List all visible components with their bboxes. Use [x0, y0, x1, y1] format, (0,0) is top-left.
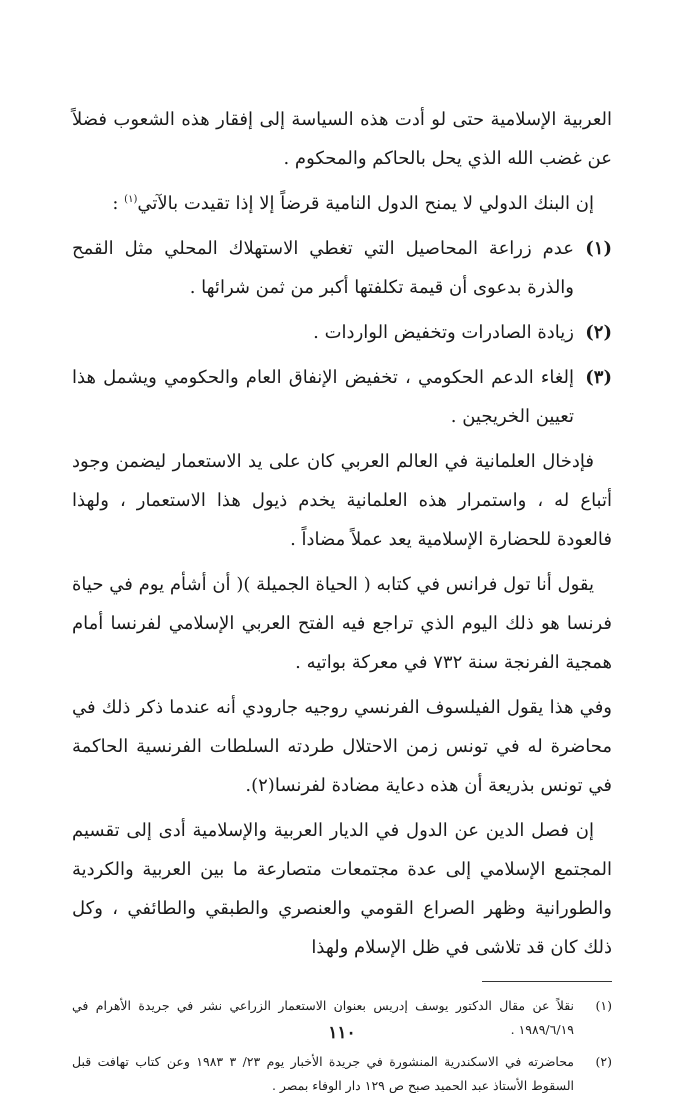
page-number: ١١٠ — [328, 1023, 356, 1043]
paragraph-1: العربية الإسلامية حتى لو أدت هذه السياسة إلى إفقار هذه الشعوب فضلاً عن غضب الله الذي يحل بالحاكم والمحكوم . — [72, 109, 613, 169]
list-item-text: إلغاء الدعم الحكومي ، تخفيض الإنفاق العام والحكومي ويشمل هذا تعيين الخريجين . — [72, 367, 574, 427]
footnote-separator — [482, 981, 612, 982]
paragraph-5-text: وفي هذا يقول الفيلسوف الفرنسي روجيه جارودي أنه عندما ذكر ذلك في محاضرة له في تونس زمن الاحتلال طردته السلطات الفرنسية الحاكمة في تونس بذريعة أن هذه دعاية مضادة لفرنسا — [72, 697, 612, 796]
paragraph-2-text: إن البنك الدولي لا يمنح الدول النامية قرضاً إلا إذا تقيدت بالآتي — [137, 193, 594, 214]
list-item-text: زيادة الصادرات وتخفيض الواردات . — [313, 322, 574, 343]
footnote-number: (١) — [595, 998, 612, 1013]
list-item — [72, 358, 612, 436]
list-item-number: (١) — [585, 238, 612, 259]
list-item-number: (٢) — [585, 322, 612, 343]
paragraph-2 — [72, 184, 612, 223]
list-item-number: (٣) — [585, 367, 612, 388]
paragraph-2-end: : — [112, 193, 125, 214]
footnote-ref-2[interactable]: (٢) — [251, 775, 275, 796]
paragraph-5 — [72, 688, 612, 805]
footnote-text: محاضرته في الاسكندرية المنشورة في جريدة الأخبار يوم ٢٣/ ٣ ١٩٨٣ وعن كتاب تهافت قبل السقوط الأستاذ عبد الحميد صبح ص ١٢٩ دار الوفاء بمصر . — [72, 1054, 575, 1093]
footnote-ref-1[interactable]: (١) — [124, 194, 138, 205]
paragraph-6: إن فصل الدين عن الدول في الديار العربية والإسلامية أدى إلى تقسيم المجتمع الإسلامي إلى عدة مجتمعات متصارعة ما بين العربية والكردية والطورانية وظهر الصراع القومي والعنصري والطبقي والطائفي ، وكل ذلك كان قد تلاشى في ظل الإسلام ولهذا — [72, 820, 612, 958]
paragraph-5-end: . — [245, 775, 252, 796]
paragraph-3: فإدخال العلمانية في العالم العربي كان على يد الاستعمار ليضمن وجود أتباع له ، واستمرار هذه العلمانية يخدم ذيول هذا الاستعمار ، ولهذا فالعودة للحضارة الإسلامية يعد عملاً مضاداً . — [72, 451, 612, 550]
footnote — [72, 1050, 612, 1098]
footnote-number: (٢) — [595, 1054, 612, 1069]
list-item-text: عدم زراعة المحاصيل التي تغطي الاستهلاك المحلي مثل القمح والذرة بدعوى أن قيمة تكلفتها أكبر من ثمن شرائها . — [72, 238, 574, 298]
page-body — [72, 100, 612, 1106]
list-item — [72, 313, 612, 352]
list-item — [72, 229, 612, 307]
paragraph-4: يقول أنا تول فرانس في كتابه ( الحياة الجميلة )( أن أشأم يوم في حياة فرنسا هو ذلك اليوم الذي تراجع فيه الفتح العربي الإسلامي لفرنسا أمام همجية الفرنجة سنة ٧٣٢ في معركة بواتيه . — [72, 574, 612, 673]
footnote-text: نقلاً عن مقال الدكتور يوسف إدريس بعنوان الاستعمار الزراعي نشر في جريدة الأهرام في ١٩٨٩/٦/١٩ . — [72, 998, 574, 1037]
